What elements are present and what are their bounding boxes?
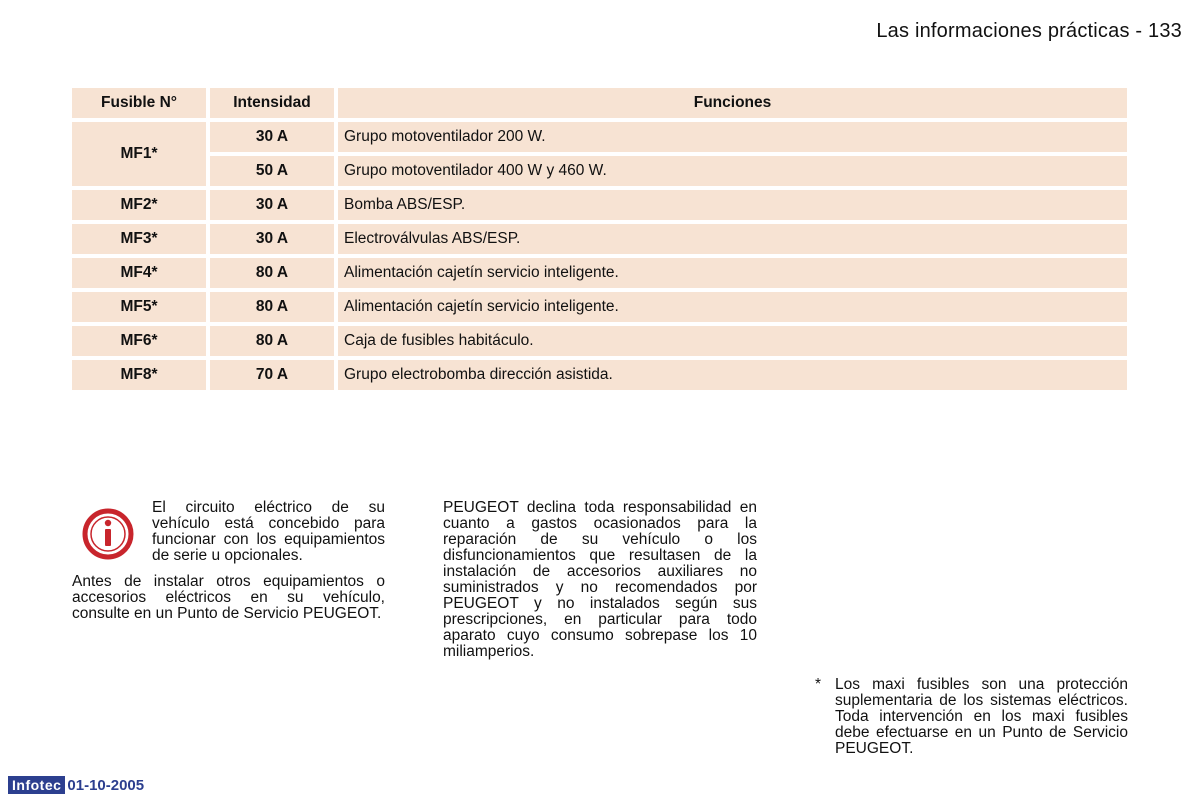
fuse-number: MF6* (72, 326, 206, 356)
fuse-function: Grupo motoventilador 200 W. (338, 122, 1127, 152)
fuse-amperage: 30 A (210, 122, 334, 152)
footer (8, 776, 144, 794)
fuse-function: Bomba ABS/ESP. (338, 190, 1127, 220)
fuse-number: MF2* (72, 190, 206, 220)
table-row (72, 224, 1127, 254)
fuse-number: MF3* (72, 224, 206, 254)
info-block (72, 500, 385, 622)
footer-date: 01-10-2005 (67, 776, 145, 794)
footnote-asterisk: * (815, 676, 822, 693)
fuse-function: Alimentación cajetín servicio inteligente. (338, 292, 1127, 322)
fuse-table (68, 84, 1131, 394)
footnote (815, 677, 1128, 757)
fuse-number: MF8* (72, 360, 206, 390)
column-header-functions: Funciones (338, 88, 1127, 118)
fuse-amperage: 80 A (210, 326, 334, 356)
fuse-amperage: 30 A (210, 224, 334, 254)
fuse-number: MF4* (72, 258, 206, 288)
info-text-circuit: El circuito eléctrico de su vehículo está concebido para funcionar con los equipamientos de serie u opcionales. (152, 499, 385, 564)
table-row (72, 156, 1127, 186)
table-header-row (72, 88, 1127, 118)
fuse-amperage: 30 A (210, 190, 334, 220)
fuse-amperage: 70 A (210, 360, 334, 390)
fuse-function: Caja de fusibles habitáculo. (338, 326, 1127, 356)
fuse-function: Grupo electrobomba dirección asistida. (338, 360, 1127, 390)
fuse-function: Alimentación cajetín servicio inteligente. (338, 258, 1127, 288)
info-text-accessories: Antes de instalar otros equipamientos o accesorios eléctricos en su vehículo, consulte en un Punto de Servicio PEUGEOT. (72, 573, 385, 622)
info-icon (82, 508, 134, 560)
fuse-number: MF1* (72, 122, 206, 186)
fuse-amperage: 80 A (210, 292, 334, 322)
fuse-function: Electroválvulas ABS/ESP. (338, 224, 1127, 254)
table-row (72, 190, 1127, 220)
disclaimer-text: PEUGEOT declina toda responsabilidad en cuanto a gastos ocasionados para la reparación de su vehículo o los disfuncionamientos que resultasen de la instalación de accesorios auxiliares no suministrados y no recomendados por PEUGEOT y no instalados según sus prescripciones, en particular para todo aparato cuyo consumo sobrepase los 10 miliamperios. (443, 499, 757, 660)
table-row (72, 326, 1127, 356)
fuse-amperage: 80 A (210, 258, 334, 288)
fuse-number: MF5* (72, 292, 206, 322)
table-row (72, 292, 1127, 322)
table-row (72, 122, 1127, 152)
column-header-fuse: Fusible N° (72, 88, 206, 118)
fuse-amperage: 50 A (210, 156, 334, 186)
footnote-text: Los maxi fusibles son una protección suplementaria de los sistemas eléctricos. Toda intervención en los maxi fusibles debe efectuarse en un Punto de Servicio PEUGEOT. (835, 676, 1128, 757)
table-row (72, 258, 1127, 288)
fuse-function: Grupo motoventilador 400 W y 460 W. (338, 156, 1127, 186)
column-header-amperage: Intensidad (210, 88, 334, 118)
page-header: Las informaciones prácticas - 133 (876, 20, 1182, 42)
infotec-logo: Infotec (8, 776, 65, 794)
table-row (72, 360, 1127, 390)
